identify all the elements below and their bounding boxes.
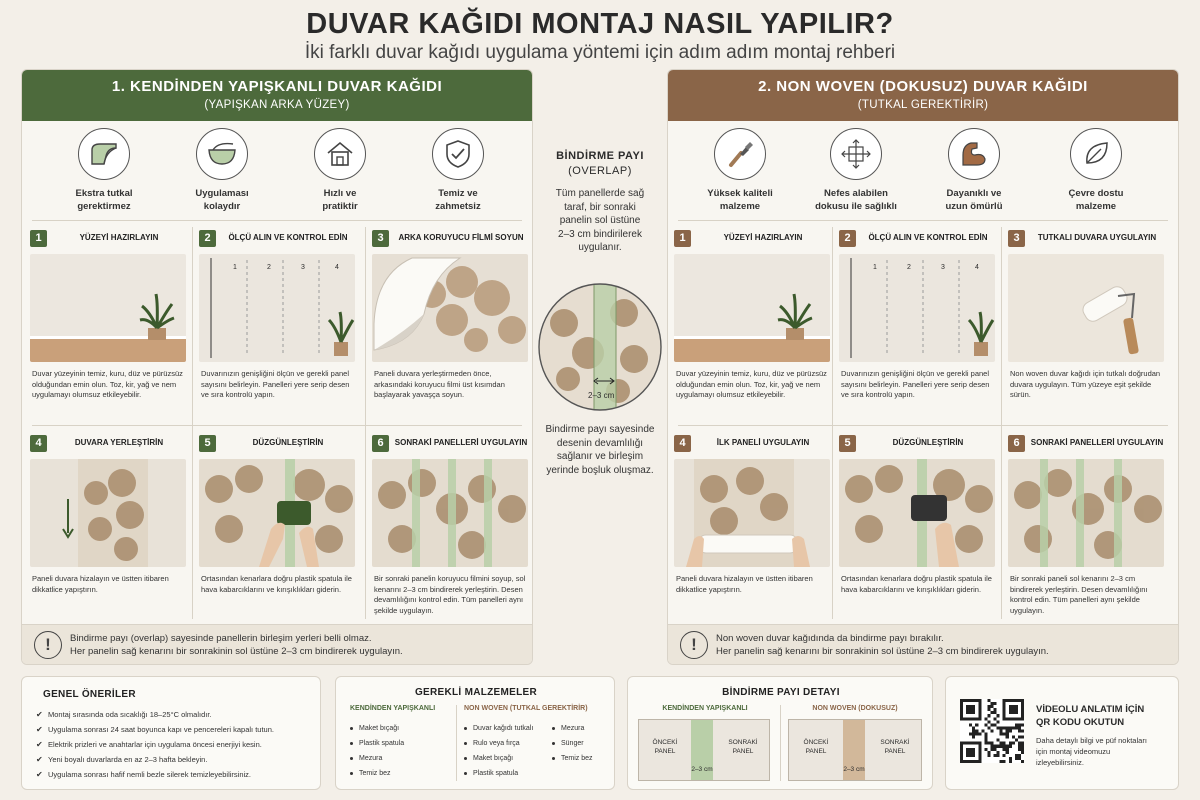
smooth-panel-image: [839, 459, 995, 567]
step-title: TUTKALI DUVARA UYGULAYIN: [1037, 233, 1157, 242]
step-description: Paneli duvara hizalayın ve üstten itibaren dikkatlice yapıştırın.: [676, 574, 813, 594]
overlap-text: uygulanır.: [578, 242, 622, 253]
page-subtitle: İki farklı duvar kağıdı uygulama yöntemi için adım adım montaj rehberi: [304, 42, 896, 63]
non-woven-features: [668, 125, 1178, 220]
non-woven-header: [668, 70, 1178, 121]
ruler-label: 2: [907, 264, 911, 271]
overlap-diagram-left: [638, 719, 770, 781]
feature-eco: [1036, 125, 1156, 213]
step-description: Duvar yüzeyinin temiz, kuru, düz ve pürüzsüz olduğundan emin olun. Toz, kir, yağ ve nem uygulamayı olumsuz etkileyebilir.: [32, 369, 183, 399]
overlap-text: taraf, bir sonraki: [564, 201, 636, 213]
step-4: [30, 435, 186, 635]
self-adhesive-warning: [22, 624, 532, 664]
feature-line1: Yüksek kaliteli: [707, 188, 773, 199]
step-description: Paneli duvara yerleştirmeden önce, arkasındaki koruyucu filmi üst kısımdan başlayarak yavaşça soyun.: [374, 369, 505, 399]
overlap-left-title: KENDİNDEN YAPIŞKANLI: [662, 705, 748, 712]
feature-line1: Uygulaması: [195, 188, 249, 199]
overlap-column: [537, 150, 663, 255]
step-number: 2: [199, 230, 216, 247]
non-woven-title: 2. NON WOVEN (DOKUSUZ) DUVAR KAĞIDI: [758, 78, 1088, 95]
feature-line1: Temiz ve: [438, 188, 478, 199]
leaf-icon: [1070, 128, 1122, 180]
next-panel-label: PANEL: [732, 748, 754, 755]
overlap-detail-box: [627, 676, 933, 790]
warning-icon: !: [34, 631, 62, 659]
ruler-label: 1: [873, 264, 877, 271]
step-5: [199, 435, 355, 635]
measure-wall-image: [839, 254, 995, 362]
next-panel-label: PANEL: [884, 748, 906, 755]
prev-panel-label: ÖNCEKİ: [652, 739, 678, 746]
step-6: [1008, 435, 1164, 635]
feature-line1: Hızlı ve: [323, 188, 357, 199]
tip-item: ✔ Uygulama sonrası hafif nemli bezle silerek temizleyebilirsiniz.: [36, 767, 326, 782]
overlap-closeup: [538, 283, 662, 411]
next-panel-label: SONRAKİ: [728, 739, 758, 746]
step-title: ÖLÇÜ ALIN VE KONTROL EDİN: [868, 233, 988, 242]
feature-no-glue: [44, 125, 164, 213]
first-panel-image: [674, 459, 830, 567]
qr-text: Daha detaylı bilgi ve püf noktaları: [1036, 736, 1147, 745]
feature-line1: Dayanıklı ve: [946, 188, 1002, 199]
self-adhesive-subtitle: (YAPIŞKAN ARKA YÜZEY): [204, 99, 350, 111]
overlap-title: BİNDİRME PAYI: [556, 150, 644, 162]
materials-title: GEREKLİ MALZEMELER: [414, 687, 538, 698]
step-number: 3: [1008, 230, 1025, 247]
overlap-title-sub: (OVERLAP): [568, 165, 632, 177]
feature-durable: [914, 125, 1034, 213]
step-description: Non woven duvar kağıdı için tutkalı doğrudan duvara uygulayın. Tüm yüzeye eşit şekilde sürün.: [1010, 369, 1161, 399]
overlap-text: Tüm panellerde sağ: [555, 188, 645, 199]
step-description: Duvarınızın genişliğini ölçün ve gerekli panel sayısını belirleyin. Panelleri yere serip desen ve sıra kontrolü yapın.: [841, 369, 990, 399]
page-title: DUVAR KAĞIDI MONTAJ NASIL YAPILIR?: [306, 8, 894, 40]
feature-line1: Ekstra tutkal: [75, 188, 133, 199]
qr-code-icon[interactable]: [960, 699, 1024, 763]
overlap-measure: 2–3 cm: [843, 766, 865, 773]
overlap-right-title: NON WOVEN (DOKUSUZ): [812, 705, 898, 712]
qr-title: VİDEOLU ANLATIM İÇİN: [1036, 704, 1145, 715]
step-title: İLK PANELİ UYGULAYIN: [716, 438, 810, 447]
next-panels-image: [1008, 459, 1164, 567]
step-description: Ortasından kenarlara doğru plastik spatula ile hava kabarcıklarını ve kırışıklıkları giderin.: [841, 574, 992, 594]
materials-col2-title: NON WOVEN (TUTKAL GEREKTİRİR): [464, 705, 588, 712]
tip-item: ✔ Elektrik prizleri ve anahtarlar için uygulama öncesi enerjiyi kesin.: [36, 737, 326, 752]
feature-line2: pratiktir: [322, 201, 358, 212]
prev-panel-label: PANEL: [654, 748, 676, 755]
material-item: Maket bıçağı: [350, 721, 404, 736]
feature-line2: malzeme: [1075, 201, 1117, 212]
prev-panel-label: ÖNCEKİ: [803, 739, 829, 746]
warning-line1: Non woven duvar kağıdında da bindirme payı bırakılır.: [716, 633, 944, 644]
overlap-benefit: [537, 423, 663, 477]
qr-text: izleyebilirsiniz.: [1036, 758, 1084, 767]
qr-box: [945, 676, 1179, 790]
non-woven-warning: [668, 624, 1178, 664]
self-adhesive-header: [22, 70, 532, 121]
step-1: [30, 230, 186, 430]
overlap-measure: 2–3 cm: [691, 766, 713, 773]
warning-line2: Her panelin sağ kenarını bir sonrakinin sol üstüne 2–3 cm bindirerek uygulayın.: [716, 646, 1049, 657]
step-6: [372, 435, 528, 635]
material-item: Temiz bez: [350, 766, 404, 781]
step-number: 3: [372, 230, 389, 247]
overlap-text: desenin devamlılığı: [556, 437, 644, 449]
step-description: Bir sonraki paneli sol kenarını 2–3 cm bindirerek yerleştirin. Desen devamlılığını kontrol edin. Tüm panelleri aynı şekilde uygulayın.: [1010, 574, 1148, 615]
glue-roller-image: [1008, 254, 1164, 362]
step-title: ÖLÇÜ ALIN VE KONTROL EDİN: [228, 233, 348, 242]
step-title: DÜZGÜNLEŞTİRİN: [252, 438, 324, 447]
non-woven-panel: [667, 69, 1179, 665]
step-5: [839, 435, 995, 635]
ruler-label: 1: [233, 264, 237, 271]
ruler-label: 3: [301, 264, 305, 271]
step-title: ARKA KORUYUCU FİLMİ SOYUN: [398, 233, 524, 242]
materials-box: [335, 676, 615, 790]
smooth-panel-image: [199, 459, 355, 567]
feature-quality: [680, 125, 800, 213]
material-item: Maket bıçağı: [464, 751, 533, 766]
step-title: SONRAKİ PANELLERİ UYGULAYIN: [1030, 438, 1164, 447]
step-3: [1008, 230, 1164, 430]
overlap-text: Bindirme payı sayesinde: [545, 424, 655, 435]
feature-line1: Çevre dostu: [1068, 188, 1124, 199]
peel-film-image: [372, 254, 528, 362]
step-description: Duvarınızın genişliğini ölçün ve gerekli panel sayısını belirleyin. Panelleri yere serip desen ve sıra kontrolü yapın.: [201, 369, 350, 399]
tip-item: ✔ Yeni boyalı duvarlarda en az 2–3 hafta bekleyin.: [36, 752, 326, 767]
bowl-icon: [196, 128, 248, 180]
feature-breathable: [796, 125, 916, 213]
material-item: Mezura: [350, 751, 404, 766]
step-description: Ortasından kenarlara doğru plastik spatula ile hava kabarcıklarını ve kırışıklıkları giderin.: [201, 574, 352, 594]
strong-arm-icon: [948, 128, 1000, 180]
step-1: [674, 230, 830, 430]
materials-col1-title: KENDİNDEN YAPIŞKANLI: [350, 705, 436, 712]
overlap-diagram-right: [788, 719, 922, 781]
step-title: YÜZEYİ HAZIRLAYIN: [79, 233, 159, 242]
ruler-label: 4: [975, 264, 979, 271]
empty-room-image: [30, 254, 186, 362]
tip-item: ✔ Uygulama sonrası 24 saat boyunca kapı ve pencereleri kapalı tutun.: [36, 722, 326, 737]
feature-line2: malzeme: [719, 201, 761, 212]
overlap-text: yerinde boşluk oluşmaz.: [546, 464, 654, 476]
step-3: [372, 230, 528, 430]
ruler-label: 2: [267, 264, 271, 271]
step-number: 2: [839, 230, 856, 247]
qr-title: QR KODU OKUTUN: [1036, 717, 1125, 728]
step-title: DUVARA YERLEŞTİRİN: [74, 438, 164, 447]
tip-item: ✔ Montaj sırasında oda sıcaklığı 18–25°C olmalıdır.: [36, 707, 326, 722]
warning-line2: Her panelin sağ kenarını bir sonrakinin sol üstüne 2–3 cm bindirerek uygulayın.: [70, 646, 403, 657]
self-adhesive-title: 1. KENDİNDEN YAPIŞKANLI DUVAR KAĞIDI: [111, 78, 443, 95]
prev-panel-label: PANEL: [805, 748, 827, 755]
general-tips-title: GENEL ÖNERİLER: [43, 689, 136, 700]
step-description: Paneli duvara hizalayın ve üstten itibaren dikkatlice yapıştırın.: [32, 574, 169, 594]
feature-line2: zahmetsiz: [435, 201, 481, 212]
warning-line1: Bindirme payı (overlap) sayesinde panellerin birleşim yerleri belli olmaz.: [70, 633, 372, 644]
warning-icon: !: [680, 631, 708, 659]
next-panels-image: [372, 459, 528, 567]
shield-check-icon: [432, 128, 484, 180]
overlap-text: panelin sol üstüne: [559, 215, 641, 226]
feature-line2: kolaydır: [203, 201, 241, 212]
feature-line2: gerektirmez: [77, 201, 131, 212]
house-icon: [314, 128, 366, 180]
feature-clean: [398, 125, 518, 213]
step-description: Bir sonraki panelin koruyucu filmini soyup, sol kenarını 2–3 cm bindirerek yerleştirin. Desen devamlılığını kontrol edin. Tüm panelleri aynı şekilde uygulayın.: [374, 574, 526, 615]
step-title: DÜZGÜNLEŞTİRİN: [892, 438, 964, 447]
overlap-detail-title: BİNDİRME PAYI DETAYI: [722, 687, 840, 698]
brush-icon: [714, 128, 766, 180]
material-item: Duvar kağıdı tutkalı: [464, 721, 533, 736]
material-item: Rulo veya fırça: [464, 736, 533, 751]
feature-line1: Nefes alabilen: [824, 188, 888, 199]
next-panel-label: SONRAKİ: [880, 739, 910, 746]
step-title: YÜZEYİ HAZIRLAYIN: [723, 233, 803, 242]
step-2: [199, 230, 355, 430]
self-adhesive-features: [22, 125, 532, 220]
ruler-label: 3: [941, 264, 945, 271]
empty-room-image: [674, 254, 830, 362]
material-item: Plastik spatula: [350, 736, 404, 751]
material-item: Plastik spatula: [464, 766, 533, 781]
step-number: 4: [674, 435, 691, 452]
measure-wall-image: [199, 254, 355, 362]
step-number: 6: [372, 435, 389, 452]
non-woven-subtitle: (TUTKAL GEREKTİRİR): [857, 99, 989, 111]
step-2: [839, 230, 995, 430]
feature-easy-apply: [162, 125, 282, 213]
material-item: Temiz bez: [552, 751, 593, 766]
general-tips-box: [21, 676, 321, 790]
step-4: [674, 435, 830, 635]
breathable-arrows-icon: [830, 128, 882, 180]
step-number: 6: [1008, 435, 1025, 452]
step-title: SONRAKİ PANELLERİ UYGULAYIN: [394, 438, 528, 447]
self-adhesive-panel: [21, 69, 533, 665]
overlap-text: 2–3 cm bindirilerek: [558, 228, 642, 240]
peel-sheet-icon: [78, 128, 130, 180]
step-number: 5: [839, 435, 856, 452]
qr-text: için montaj videomuzu: [1036, 747, 1111, 756]
step-number: 5: [199, 435, 216, 452]
material-item: Mezura: [552, 721, 593, 736]
step-number: 1: [674, 230, 691, 247]
feature-line2: uzun ömürlü: [945, 201, 1003, 212]
step-number: 1: [30, 230, 47, 247]
ruler-label: 4: [335, 264, 339, 271]
overlap-text: sağlanır ve birleşim: [556, 451, 644, 462]
feature-fast: [280, 125, 400, 213]
material-item: Sünger: [552, 736, 593, 751]
feature-line2: dokusu ile sağlıklı: [815, 201, 897, 212]
overlap-measure: 2–3 cm: [588, 391, 615, 400]
place-panel-image: [30, 459, 186, 567]
step-number: 4: [30, 435, 47, 452]
step-description: Duvar yüzeyinin temiz, kuru, düz ve pürüzsüz olduğundan emin olun. Toz, kir, yağ ve nem uygulamayı olumsuz etkileyebilir.: [676, 369, 827, 399]
